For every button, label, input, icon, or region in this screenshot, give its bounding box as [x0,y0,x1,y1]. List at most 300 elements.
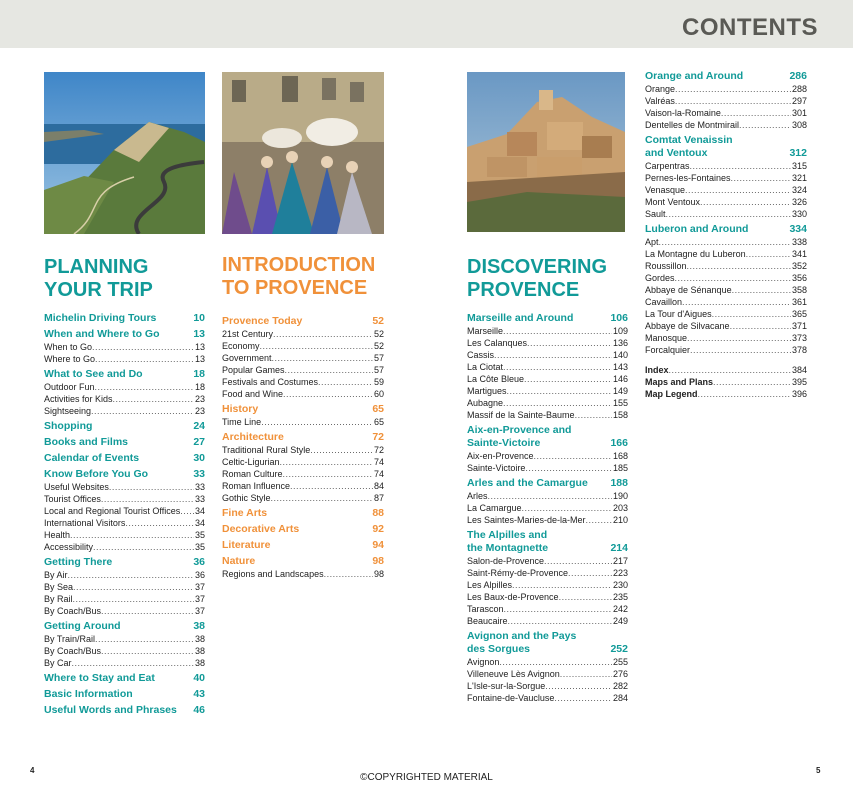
toc-heading[interactable] [44,688,205,701]
toc-entry-label: La Camargue [467,503,522,513]
toc-entry-page: 72 [373,445,384,455]
toc-group [467,312,628,421]
toc-leader-dots [318,376,373,388]
toc-entry-page: 18 [194,382,205,392]
toc-entry[interactable] [44,505,205,517]
toc-entry[interactable] [645,196,807,208]
toc-back-matter-entry[interactable] [645,364,807,376]
toc-leader-dots [272,352,373,364]
toc-leader-dots [690,160,791,172]
toc-group [222,403,384,428]
toc-leader-dots [682,296,791,308]
toc-entry-page: 38 [194,634,205,644]
toc-heading-title: History [222,403,259,415]
toc-entry[interactable] [222,388,384,400]
toc-heading[interactable] [44,556,205,569]
toc-leader-dots [568,567,612,579]
copyright-notice: ©COPYRIGHTED MATERIAL [360,772,493,783]
toc-heading-page: 40 [193,672,205,684]
toc-entry[interactable] [645,184,807,196]
toc-leader-dots [690,344,791,356]
toc-heading[interactable] [44,704,205,717]
toc-leader-dots [575,409,612,421]
toc-entry[interactable] [44,393,205,405]
toc-leader-dots [290,480,373,492]
toc-leader-dots [666,208,791,220]
toc-entry-label: Arles [467,491,488,501]
toc-entry-label: L'Isle-sur-la-Sorgue [467,681,546,691]
toc-group [222,523,384,536]
toc-leader-dots [554,692,612,704]
toc-back-matter-entry[interactable] [645,388,807,400]
toc-entry-label: Pernes-les-Fontaines [645,173,731,183]
toc-heading[interactable] [222,555,384,568]
toc-entry-label: Regions and Landscapes [222,569,324,579]
toc-entry-page: 155 [612,398,628,408]
toc-entry[interactable] [467,373,628,385]
toc-entry-label: La Montagne du Luberon [645,249,746,259]
toc-entry-label: Vaison-la-Romaine [645,108,721,118]
toc-heading-title: Shopping [44,420,93,432]
toc-heading[interactable] [44,452,205,465]
toc-entry[interactable] [467,349,628,361]
toc-entry[interactable] [467,361,628,373]
toc-entry-page: 373 [791,333,807,343]
toc-entry-page: 190 [612,491,628,501]
toc-entry-label: Index [645,365,669,375]
toc-entry-page: 168 [612,451,628,461]
toc-entry[interactable] [467,692,628,704]
toc-entry-page: 13 [194,342,205,352]
toc-leader-dots [700,196,791,208]
toc-heading[interactable] [222,539,384,552]
toc-introduction [222,315,384,580]
toc-entry-page: 84 [373,481,384,491]
toc-entry[interactable] [44,593,205,605]
toc-entry[interactable] [467,385,628,397]
toc-entry[interactable] [467,502,628,514]
toc-heading-page: 65 [372,403,384,415]
toc-heading-title: When and Where to Go [44,328,160,340]
toc-heading-title: The Alpilles and the Montagnette [467,529,549,554]
toc-heading[interactable] [645,223,807,236]
section-title-introduction: INTRODUCTION TO PROVENCE [222,254,376,299]
toc-entry[interactable] [44,341,205,353]
toc-entry-label: Apt [645,237,659,247]
toc-heading-page: 24 [193,420,205,432]
toc-leader-dots [522,502,612,514]
toc-entry-label: Health [44,530,71,540]
toc-heading[interactable] [467,424,628,450]
toc-leader-dots [91,405,194,417]
toc-leader-dots [527,337,612,349]
toc-heading-page: 252 [610,643,628,655]
toc-entry[interactable] [645,83,807,95]
toc-entry-label: Marseille [467,326,504,336]
photo-hilltop-village [467,72,625,232]
toc-heading[interactable] [467,477,628,490]
toc-entry-label: Accessibility [44,542,94,552]
toc-entry[interactable] [645,172,807,184]
toc-heading-title: Fine Arts [222,507,268,519]
toc-heading-page: 286 [789,70,807,82]
toc-entry-label: Festivals and Costumes [222,377,319,387]
toc-leader-dots [261,416,373,428]
toc-group [467,424,628,474]
toc-group [44,672,205,685]
toc-entry[interactable] [44,645,205,657]
toc-heading-title: Useful Words and Phrases [44,704,177,716]
toc-entry-page: 140 [612,350,628,360]
toc-group [222,431,384,504]
toc-heading-page: 72 [372,431,384,443]
toc-heading[interactable] [645,134,807,160]
toc-heading-title: Getting Around [44,620,121,632]
toc-leader-dots [101,645,194,657]
toc-entry[interactable] [222,492,384,504]
toc-entry-page: 223 [612,568,628,578]
toc-heading-title: Nature [222,555,256,567]
toc-entry-page: 324 [791,185,807,195]
toc-leader-dots [698,388,791,400]
toc-heading-page: 10 [193,312,205,324]
toc-entry-page: 235 [612,592,628,602]
toc-heading-page: 46 [193,704,205,716]
toc-entry-label: International Visitors [44,518,126,528]
toc-heading-page: 30 [193,452,205,464]
toc-entry-label: Les Saintes-Maries-de-la-Mer [467,515,586,525]
toc-entry-label: Manosque [645,333,688,343]
toc-heading-page: 36 [193,556,205,568]
toc-entry[interactable] [645,332,807,344]
toc-entry[interactable] [44,657,205,669]
toc-entry[interactable] [44,541,205,553]
toc-heading[interactable] [44,368,205,381]
right-page-number: 5 [816,766,821,775]
toc-entry-label: By Air [44,570,68,580]
toc-entry[interactable] [467,579,628,591]
toc-entry-page: 284 [612,693,628,703]
toc-entry[interactable] [467,603,628,615]
toc-entry[interactable] [222,468,384,480]
toc-group [44,368,205,417]
toc-entry[interactable] [222,352,384,364]
toc-leader-dots [713,376,791,388]
toc-leader-dots [72,657,194,669]
toc-entry-page: 255 [612,657,628,667]
toc-entry-page: 87 [373,493,384,503]
toc-entry[interactable] [467,450,628,462]
toc-entry[interactable] [467,514,628,526]
toc-entry-label: Where to Go [44,354,96,364]
toc-entry-label: Valréas [645,96,675,106]
toc-entry[interactable] [467,615,628,627]
toc-entry[interactable] [222,416,384,428]
toc-entry-page: 74 [373,457,384,467]
toc-leader-dots [712,308,791,320]
toc-entry-label: By Coach/Bus [44,606,102,616]
toc-leader-dots [503,325,612,337]
toc-entry[interactable] [222,376,384,388]
toc-leader-dots [669,364,791,376]
toc-heading[interactable] [44,436,205,449]
toc-heading[interactable] [467,312,628,325]
toc-entry-label: Mont Ventoux [645,197,701,207]
toc-entry-page: 352 [791,261,807,271]
toc-leader-dots [545,680,612,692]
toc-entry-label: Villeneuve Lès Avignon [467,669,560,679]
toc-entry[interactable] [44,481,205,493]
toc-entry-label: Orange [645,84,676,94]
toc-entry-label: Martigues [467,386,507,396]
toc-entry[interactable] [645,296,807,308]
toc-entry-page: 35 [194,530,205,540]
toc-heading-title: Literature [222,539,271,551]
toc-leader-dots [324,568,373,580]
toc-group [645,134,807,220]
toc-entry[interactable] [467,668,628,680]
toc-entry-label: Carpentras [645,161,690,171]
toc-group [467,529,628,627]
toc-heading-title: Where to Stay and Eat [44,672,155,684]
toc-entry[interactable] [44,517,205,529]
toc-entry[interactable] [44,569,205,581]
toc-entry-page: 321 [791,173,807,183]
toc-leader-dots [544,555,612,567]
toc-entry-page: 109 [612,326,628,336]
toc-entry[interactable] [645,208,807,220]
toc-entry[interactable] [645,95,807,107]
toc-entry[interactable] [645,308,807,320]
toc-entry-page: 288 [791,84,807,94]
section-title-discovering: DISCOVERING PROVENCE [467,256,608,301]
toc-entry-label: Traditional Rural Style [222,445,311,455]
toc-entry-label: Sightseeing [44,406,92,416]
toc-entry[interactable] [645,160,807,172]
toc-entry[interactable] [467,680,628,692]
toc-heading-title: Michelin Driving Tours [44,312,157,324]
toc-entry[interactable] [645,320,807,332]
toc-entry[interactable] [222,364,384,376]
toc-heading-title: Arles and the Camargue [467,477,588,489]
toc-entry-label: La Ciotat [467,362,504,372]
toc-entry-label: La Tour d'Aigues [645,309,712,319]
toc-entry[interactable] [222,444,384,456]
toc-heading-page: 94 [372,539,384,551]
toc-entry-label: By Train/Rail [44,634,96,644]
toc-entry[interactable] [44,581,205,593]
toc-entry[interactable] [467,567,628,579]
toc-entry-label: Sainte-Victoire [467,463,526,473]
toc-leader-dots [675,95,791,107]
toc-entry-page: 365 [791,309,807,319]
toc-back-matter-entry[interactable] [645,376,807,388]
toc-entry[interactable] [44,529,205,541]
toc-entry-label: Avignon [467,657,500,667]
toc-entry[interactable] [467,555,628,567]
toc-entry-label: Abbaye de Silvacane [645,321,730,331]
toc-entry[interactable] [467,490,628,502]
toc-heading[interactable] [222,507,384,520]
toc-entry[interactable] [467,409,628,421]
toc-entry-page: 36 [194,570,205,580]
toc-leader-dots [685,184,791,196]
toc-entry-page: 297 [791,96,807,106]
toc-entry-label: Economy [222,341,260,351]
toc-leader-dots [285,364,373,376]
toc-entry-page: 98 [373,569,384,579]
toc-leader-dots [95,381,194,393]
toc-heading-page: 106 [610,312,628,324]
toc-leader-dots [280,456,373,468]
toc-heading[interactable] [467,529,628,555]
toc-heading[interactable] [222,315,384,328]
toc-leader-dots [101,493,194,505]
toc-leader-dots [524,373,612,385]
toc-entry[interactable] [44,353,205,365]
toc-entry-label: Venasque [645,185,686,195]
toc-entry-page: 52 [373,341,384,351]
toc-heading[interactable] [44,468,205,481]
toc-entry[interactable] [222,328,384,340]
toc-entry[interactable] [467,656,628,668]
toc-entry-label: Popular Games [222,365,285,375]
toc-entry-label: Outdoor Fun [44,382,95,392]
toc-leader-dots [746,248,791,260]
toc-heading[interactable] [44,620,205,633]
toc-entry-page: 384 [791,365,807,375]
toc-entry-page: 35 [194,542,205,552]
photo-costume-festival [222,72,384,234]
toc-entry-page: 136 [612,338,628,348]
toc-entry-label: Maps and Plans [645,377,714,387]
toc-entry[interactable] [222,456,384,468]
toc-heading-title: Decorative Arts [222,523,300,535]
toc-heading[interactable] [645,70,807,83]
toc-entry-page: 217 [612,556,628,566]
toc-entry[interactable] [222,568,384,580]
toc-heading-title: Architecture [222,431,284,443]
toc-leader-dots [675,272,791,284]
toc-leader-dots [525,462,612,474]
toc-group [44,704,205,717]
toc-entry[interactable] [467,397,628,409]
toc-entry[interactable] [645,344,807,356]
toc-group [44,468,205,553]
toc-group [222,555,384,580]
toc-entry[interactable] [467,591,628,603]
toc-entry-label: Aix-en-Provence [467,451,534,461]
toc-leader-dots [507,385,612,397]
toc-entry-label: Aubagne [467,398,504,408]
toc-leader-dots [109,481,194,493]
toc-entry[interactable] [467,337,628,349]
toc-entry-label: Activities for Kids [44,394,113,404]
toc-heading-page: 88 [372,507,384,519]
toc-entry-page: 37 [194,606,205,616]
toc-entry[interactable] [44,405,205,417]
toc-leader-dots [310,444,373,456]
toc-entry-label: Cavaillon [645,297,683,307]
toc-entry-label: By Car [44,658,72,668]
toc-heading-page: 166 [610,437,628,449]
toc-leader-dots [95,353,194,365]
toc-leader-dots [730,320,791,332]
toc-heading[interactable] [44,328,205,341]
toc-entry[interactable] [645,272,807,284]
toc-entry[interactable] [44,493,205,505]
toc-entry[interactable] [222,480,384,492]
toc-heading-page: 38 [193,620,205,632]
toc-entry[interactable] [222,340,384,352]
toc-heading[interactable] [222,523,384,536]
toc-entry-page: 276 [612,669,628,679]
toc-heading-page: 13 [193,328,205,340]
toc-entry-label: La Côte Bleue [467,374,525,384]
toc-heading[interactable] [222,403,384,416]
toc-entry[interactable] [44,633,205,645]
toc-group [222,315,384,400]
toc-heading[interactable] [44,312,205,325]
toc-leader-dots [732,284,791,296]
toc-entry[interactable] [645,248,807,260]
toc-heading-page: 27 [193,436,205,448]
toc-leader-dots [721,107,791,119]
toc-group [44,420,205,433]
toc-heading[interactable] [44,420,205,433]
toc-entry-page: 33 [194,494,205,504]
toc-heading[interactable] [44,672,205,685]
toc-group [44,688,205,701]
toc-entry-page: 158 [612,410,628,420]
toc-entry-label: Fontaine-de-Vaucluse [467,693,555,703]
toc-entry[interactable] [645,119,807,131]
toc-entry-page: 60 [373,389,384,399]
toc-heading-title: Luberon and Around [645,223,749,235]
toc-entry-page: 301 [791,108,807,118]
toc-leader-dots [512,579,612,591]
toc-group [645,70,807,131]
toc-entry-label: 21st Century [222,329,274,339]
toc-entry[interactable] [645,107,807,119]
toc-leader-dots [739,119,791,131]
toc-entry-label: Food and Wine [222,389,284,399]
toc-entry-label: Government [222,353,272,363]
toc-heading-title: Books and Films [44,436,129,448]
toc-entry-label: Local and Regional Tourist Offices [44,506,181,516]
toc-entry-page: 210 [612,515,628,525]
toc-entry[interactable] [645,260,807,272]
toc-heading[interactable] [467,630,628,656]
toc-entry-label: By Rail [44,594,73,604]
toc-entry[interactable] [645,236,807,248]
left-page-number: 4 [30,766,35,775]
toc-entry-label: Les Baux-de-Provence [467,592,559,602]
toc-entry[interactable] [44,605,205,617]
toc-entry-label: Gordes [645,273,675,283]
toc-heading-title: Comtat Venaissin and Ventoux [645,134,733,159]
toc-leader-dots [70,529,194,541]
toc-entry[interactable] [44,381,205,393]
toc-group [645,223,807,356]
toc-heading[interactable] [222,431,384,444]
toc-entry[interactable] [467,462,628,474]
toc-group [44,312,205,325]
toc-leader-dots [113,393,194,405]
toc-entry[interactable] [467,325,628,337]
toc-entry[interactable] [645,284,807,296]
toc-entry-label: Celtic-Ligurian [222,457,280,467]
